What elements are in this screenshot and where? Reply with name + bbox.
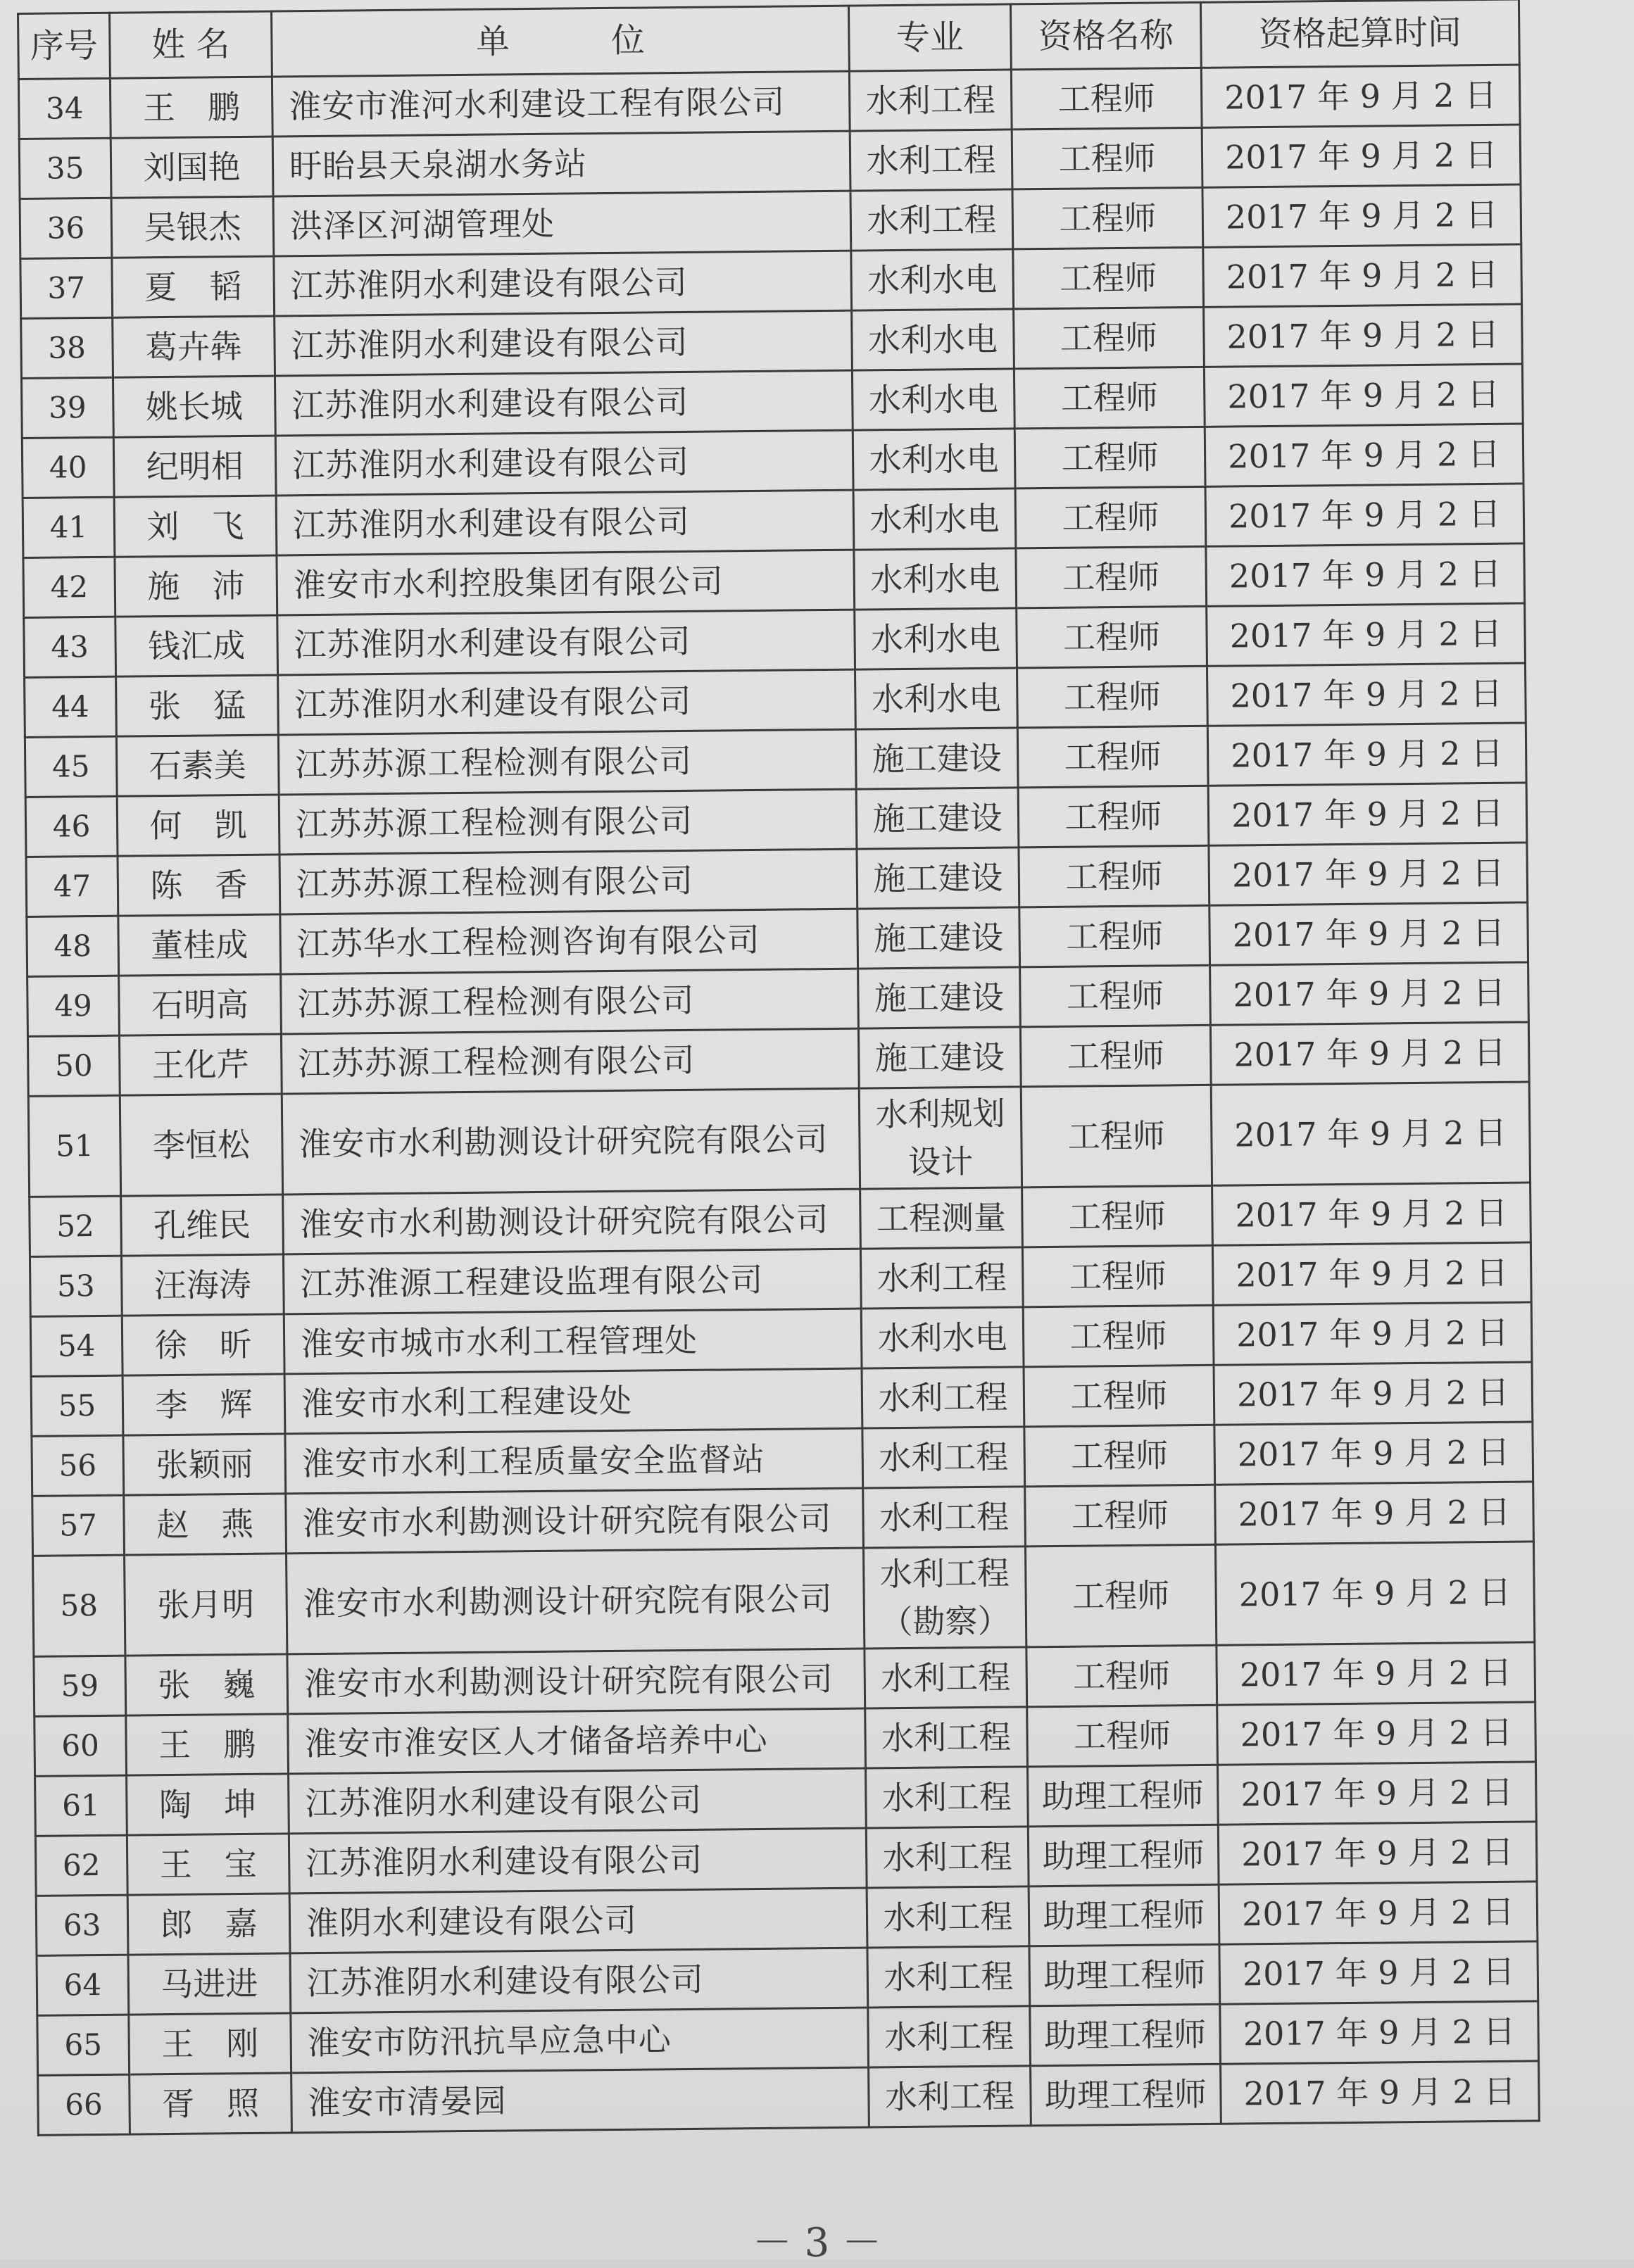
cell-qualification: 工程师 [1013, 247, 1204, 309]
cell-specialty: 施工建设 [857, 848, 1019, 909]
cell-specialty: 水利工程 [865, 1647, 1027, 1708]
cell-number: 38 [21, 317, 113, 378]
cell-number: 51 [28, 1095, 120, 1197]
cell-start-date: 2017 年 9 月 2 日 [1207, 663, 1526, 726]
cell-specialty: 水利工程 [867, 1886, 1029, 1948]
cell-qualification: 工程师 [1015, 486, 1206, 548]
cell-qualification: 工程师 [1014, 427, 1205, 489]
cell-number: 65 [37, 2015, 130, 2075]
cell-number: 56 [32, 1435, 124, 1496]
cell-start-date: 2017 年 9 月 2 日 [1215, 1542, 1534, 1645]
cell-qualification: 工程师 [1025, 1485, 1216, 1546]
cell-name: 王 鹏 [110, 77, 272, 138]
cell-qualification: 助理工程师 [1027, 1765, 1218, 1827]
cell-qualification: 助理工程师 [1029, 1944, 1220, 2006]
cell-start-date: 2017 年 9 月 2 日 [1213, 1302, 1532, 1365]
cell-specialty: 施工建设 [858, 967, 1021, 1028]
cell-unit: 江苏淮阴水利建设有限公司 [275, 430, 853, 496]
cell-start-date: 2017 年 9 月 2 日 [1212, 1242, 1531, 1305]
cell-specialty: 水利工程 [868, 2006, 1031, 2067]
cell-specialty: 水利水电 [853, 429, 1015, 490]
cell-number: 58 [33, 1555, 125, 1656]
cell-name: 葛卉犇 [113, 316, 275, 377]
cell-name: 姚长城 [113, 376, 275, 437]
cell-start-date: 2017 年 9 月 2 日 [1207, 723, 1526, 786]
cell-qualification: 工程师 [1018, 786, 1209, 848]
cell-qualification: 工程师 [1024, 1365, 1214, 1427]
cell-start-date: 2017 年 9 月 2 日 [1209, 843, 1528, 905]
cell-qualification: 助理工程师 [1028, 1825, 1219, 1886]
cell-number: 45 [25, 736, 117, 797]
cell-start-date: 2017 年 9 月 2 日 [1205, 424, 1523, 486]
cell-unit: 淮安市淮河水利建设工程有限公司 [272, 71, 850, 137]
cell-name: 孔维民 [121, 1195, 284, 1256]
cell-name: 王 鹏 [126, 1714, 289, 1775]
cell-name: 刘 飞 [114, 496, 277, 557]
cell-number: 42 [23, 557, 115, 617]
cell-name: 马进进 [128, 1953, 291, 2015]
cell-specialty: 水利水电 [853, 489, 1016, 550]
cell-specialty: 水利工程 [860, 1247, 1023, 1309]
cell-start-date: 2017 年 9 月 2 日 [1205, 484, 1524, 546]
cell-name: 张月明 [125, 1554, 287, 1656]
cell-qualification: 工程师 [1011, 68, 1202, 130]
cell-number: 34 [18, 78, 111, 139]
cell-unit: 江苏淮阴水利建设有限公司 [277, 610, 855, 675]
cell-specialty: 水利水电 [852, 369, 1014, 430]
cell-specialty: 水利水电 [855, 668, 1018, 729]
cell-unit: 江苏苏源工程检测有限公司 [281, 1028, 859, 1094]
cell-unit: 洪泽区河湖管理处 [273, 191, 851, 256]
cell-name: 胥 照 [130, 2073, 292, 2134]
cell-name: 张 猛 [116, 675, 279, 736]
cell-start-date: 2017 年 9 月 2 日 [1209, 902, 1528, 965]
cell-number: 40 [22, 437, 114, 498]
cell-unit: 淮安市水利工程建设处 [284, 1368, 862, 1434]
cell-specialty: 水利工程 [862, 1367, 1024, 1428]
cell-unit: 淮安市水利工程质量安全监督站 [285, 1428, 863, 1494]
cell-number: 41 [23, 497, 115, 557]
cell-specialty: 水利工程 [865, 1707, 1028, 1768]
cell-number: 44 [25, 676, 117, 737]
cell-specialty: 水利工程 [866, 1827, 1029, 1888]
cell-number: 46 [25, 796, 118, 857]
cell-qualification: 工程师 [1014, 367, 1205, 429]
cell-qualification: 助理工程师 [1029, 1884, 1219, 1946]
cell-specialty: 水利水电 [851, 249, 1014, 310]
cell-name: 吴银杰 [111, 196, 274, 258]
cell-qualification: 工程师 [1020, 965, 1211, 1027]
cell-unit: 江苏华水工程检测咨询有限公司 [280, 909, 858, 974]
cell-specialty: 水利工程 [865, 1767, 1028, 1828]
cell-start-date: 2017 年 9 月 2 日 [1201, 65, 1520, 127]
cell-name: 张颖丽 [123, 1434, 286, 1495]
cell-qualification: 工程师 [1016, 546, 1207, 608]
header-qualification: 资格名称 [1010, 2, 1201, 70]
cell-name: 刘国艳 [111, 137, 273, 198]
cell-unit: 淮安市清晏园 [291, 2067, 869, 2133]
cell-name: 赵 燕 [124, 1494, 287, 1555]
cell-start-date: 2017 年 9 月 2 日 [1203, 244, 1522, 307]
cell-unit: 淮阴水利建设有限公司 [289, 1888, 867, 1953]
cell-qualification: 助理工程师 [1030, 2004, 1221, 2066]
cell-name: 汪海涛 [121, 1254, 284, 1316]
cell-qualification: 工程师 [1025, 1544, 1216, 1647]
page-number: － 3 － [752, 2220, 882, 2266]
cell-name: 夏 韬 [112, 256, 275, 317]
cell-specialty: 水利工程 [849, 70, 1012, 131]
cell-start-date: 2017 年 9 月 2 日 [1210, 1022, 1529, 1085]
cell-unit: 江苏苏源工程检测有限公司 [281, 969, 859, 1034]
cell-qualification: 助理工程师 [1031, 2064, 1221, 2126]
cell-number: 62 [35, 1835, 127, 1896]
cell-qualification: 工程师 [1012, 187, 1203, 249]
cell-specialty: 水利工程 [867, 1946, 1030, 2008]
cell-unit: 淮安市水利勘测设计研究院有限公司 [287, 1548, 865, 1654]
cell-name: 郎 嘉 [127, 1894, 290, 1955]
cell-specialty: 施工建设 [858, 1027, 1021, 1088]
cell-unit: 淮安市水利勘测设计研究院有限公司 [286, 1488, 864, 1554]
cell-specialty: 水利规划设计 [859, 1087, 1022, 1189]
cell-number: 47 [26, 856, 118, 916]
cell-specialty: 水利水电 [861, 1307, 1024, 1368]
cell-name: 石明高 [119, 974, 282, 1035]
cell-start-date: 2017 年 9 月 2 日 [1202, 125, 1521, 187]
cell-qualification: 工程师 [1026, 1645, 1217, 1707]
cell-qualification: 工程师 [1024, 1425, 1215, 1487]
cell-number: 63 [36, 1895, 128, 1955]
cell-number: 48 [27, 916, 119, 976]
header-number: 序号 [18, 13, 111, 79]
cell-name: 徐 昕 [122, 1314, 284, 1375]
cell-name: 施 沛 [115, 555, 277, 617]
cell-specialty: 水利水电 [855, 608, 1017, 669]
cell-qualification: 工程师 [1019, 905, 1210, 967]
cell-specialty: 施工建设 [856, 788, 1019, 849]
cell-unit: 江苏淮阴水利建设有限公司 [290, 1948, 868, 2013]
cell-specialty: 水利工程 [869, 2066, 1031, 2127]
cell-unit: 江苏苏源工程检测有限公司 [279, 849, 857, 914]
cell-name: 石素美 [116, 735, 279, 796]
cell-unit: 淮安市水利控股集团有限公司 [277, 550, 855, 615]
cell-unit: 淮安市城市水利工程管理处 [284, 1309, 862, 1374]
cell-start-date: 2017 年 9 月 2 日 [1217, 1702, 1536, 1765]
header-specialty: 专业 [848, 4, 1011, 71]
cell-number: 60 [34, 1715, 127, 1776]
cell-unit: 江苏淮阴水利建设有限公司 [274, 251, 852, 316]
cell-specialty: 水利工程 [850, 130, 1012, 191]
cell-qualification: 工程师 [1017, 726, 1208, 788]
cell-number: 59 [34, 1656, 126, 1716]
cell-unit: 淮安市水利勘测设计研究院有限公司 [287, 1649, 865, 1714]
cell-start-date: 2017 年 9 月 2 日 [1220, 2001, 1539, 2064]
cell-qualification: 工程师 [1019, 845, 1209, 907]
cell-number: 36 [20, 198, 112, 258]
cell-number: 39 [21, 377, 113, 438]
cell-unit: 江苏淮源工程建设监理有限公司 [283, 1249, 861, 1314]
cell-start-date: 2017 年 9 月 2 日 [1219, 1941, 1538, 2004]
cell-number: 61 [35, 1775, 127, 1836]
cell-start-date: 2017 年 9 月 2 日 [1214, 1422, 1533, 1485]
cell-start-date: 2017 年 9 月 2 日 [1219, 1882, 1538, 1944]
cell-qualification: 工程师 [1027, 1705, 1218, 1767]
cell-start-date: 2017 年 9 月 2 日 [1207, 603, 1526, 666]
cell-name: 王化芹 [119, 1034, 282, 1095]
cell-specialty: 施工建设 [855, 728, 1018, 789]
cell-number: 52 [30, 1196, 122, 1256]
cell-number: 35 [19, 138, 111, 199]
table-row [28, 1082, 1530, 1197]
qualification-table [17, 0, 1540, 2136]
cell-qualification: 工程师 [1014, 307, 1205, 369]
cell-specialty: 水利工程 [863, 1487, 1026, 1548]
cell-number: 64 [37, 1955, 129, 2015]
cell-number: 54 [30, 1316, 122, 1376]
cell-start-date: 2017 年 9 月 2 日 [1218, 1822, 1537, 1884]
cell-name: 张 巍 [125, 1654, 288, 1715]
cell-name: 何 凯 [117, 795, 279, 856]
cell-start-date: 2017 年 9 月 2 日 [1221, 2061, 1540, 2124]
cell-number: 57 [32, 1495, 125, 1556]
cell-name: 陶 坤 [127, 1774, 289, 1835]
cell-start-date: 2017 年 9 月 2 日 [1212, 1183, 1531, 1245]
cell-unit: 淮安市水利勘测设计研究院有限公司 [283, 1189, 861, 1254]
cell-start-date: 2017 年 9 月 2 日 [1202, 184, 1521, 247]
cell-number: 43 [24, 617, 116, 677]
cell-name: 王 刚 [129, 2013, 291, 2074]
cell-number: 55 [31, 1375, 123, 1436]
header-unit: 单 位 [271, 6, 849, 77]
cell-unit: 江苏淮阴水利建设有限公司 [276, 490, 854, 555]
table-body [18, 65, 1539, 2135]
cell-unit: 江苏淮阴水利建设有限公司 [275, 370, 853, 436]
cell-name: 王 宝 [127, 1834, 289, 1895]
cell-unit: 淮安市淮安区人才储备培养中心 [288, 1708, 866, 1774]
table-row [33, 1542, 1535, 1656]
cell-qualification: 工程师 [1017, 606, 1207, 668]
cell-number: 66 [38, 2074, 130, 2135]
cell-qualification: 工程师 [1020, 1025, 1211, 1087]
cell-qualification: 工程师 [1023, 1305, 1214, 1367]
cell-specialty: 水利工程 [850, 189, 1013, 251]
cell-start-date: 2017 年 9 月 2 日 [1206, 543, 1525, 606]
cell-specialty: 工程测量 [860, 1187, 1023, 1249]
cell-start-date: 2017 年 9 月 2 日 [1217, 1762, 1536, 1825]
cell-start-date: 2017 年 9 月 2 日 [1215, 1482, 1534, 1544]
cell-qualification: 工程师 [1021, 1085, 1212, 1187]
cell-name: 董桂成 [118, 914, 281, 976]
cell-unit: 江苏苏源工程检测有限公司 [278, 729, 856, 795]
cell-name: 李 辉 [122, 1374, 285, 1435]
cell-number: 37 [20, 258, 113, 318]
cell-start-date: 2017 年 9 月 2 日 [1204, 304, 1523, 367]
cell-start-date: 2017 年 9 月 2 日 [1210, 962, 1529, 1025]
cell-qualification: 工程师 [1022, 1185, 1213, 1247]
cell-number: 50 [27, 1035, 120, 1096]
cell-unit: 盱眙县天泉湖水务站 [272, 131, 850, 196]
cell-start-date: 2017 年 9 月 2 日 [1214, 1362, 1533, 1425]
cell-unit: 淮安市防汛抗旱应急中心 [291, 2008, 869, 2073]
cell-unit: 江苏淮阴水利建设有限公司 [289, 1828, 867, 1894]
cell-name: 陈 香 [118, 855, 280, 916]
cell-start-date: 2017 年 9 月 2 日 [1217, 1642, 1535, 1705]
header-name: 姓 名 [110, 11, 272, 78]
cell-unit: 江苏淮阴水利建设有限公司 [289, 1768, 867, 1834]
cell-unit: 江苏苏源工程检测有限公司 [279, 789, 857, 855]
cell-specialty: 水利水电 [854, 548, 1017, 610]
cell-start-date: 2017 年 9 月 2 日 [1208, 783, 1527, 845]
cell-start-date: 2017 年 9 月 2 日 [1211, 1082, 1530, 1185]
header-start-date: 资格起算时间 [1200, 0, 1519, 68]
cell-name: 李恒松 [120, 1094, 282, 1196]
cell-specialty: 水利工程 [862, 1427, 1025, 1488]
cell-name: 纪明相 [113, 436, 276, 497]
cell-qualification: 工程师 [1022, 1245, 1213, 1307]
cell-name: 钱汇成 [115, 615, 278, 676]
cell-specialty: 水利水电 [852, 309, 1014, 370]
cell-qualification: 工程师 [1017, 666, 1208, 728]
cell-qualification: 工程师 [1012, 127, 1202, 189]
cell-number: 49 [27, 976, 120, 1036]
cell-start-date: 2017 年 9 月 2 日 [1204, 364, 1523, 427]
cell-number: 53 [30, 1256, 122, 1316]
cell-specialty: 施工建设 [857, 907, 1020, 969]
cell-unit: 江苏淮阴水利建设有限公司 [278, 669, 856, 735]
cell-unit: 江苏淮阴水利建设有限公司 [275, 310, 853, 376]
cell-unit: 淮安市水利勘测设计研究院有限公司 [282, 1088, 860, 1195]
cell-specialty: 水利工程（勘察） [863, 1546, 1026, 1649]
